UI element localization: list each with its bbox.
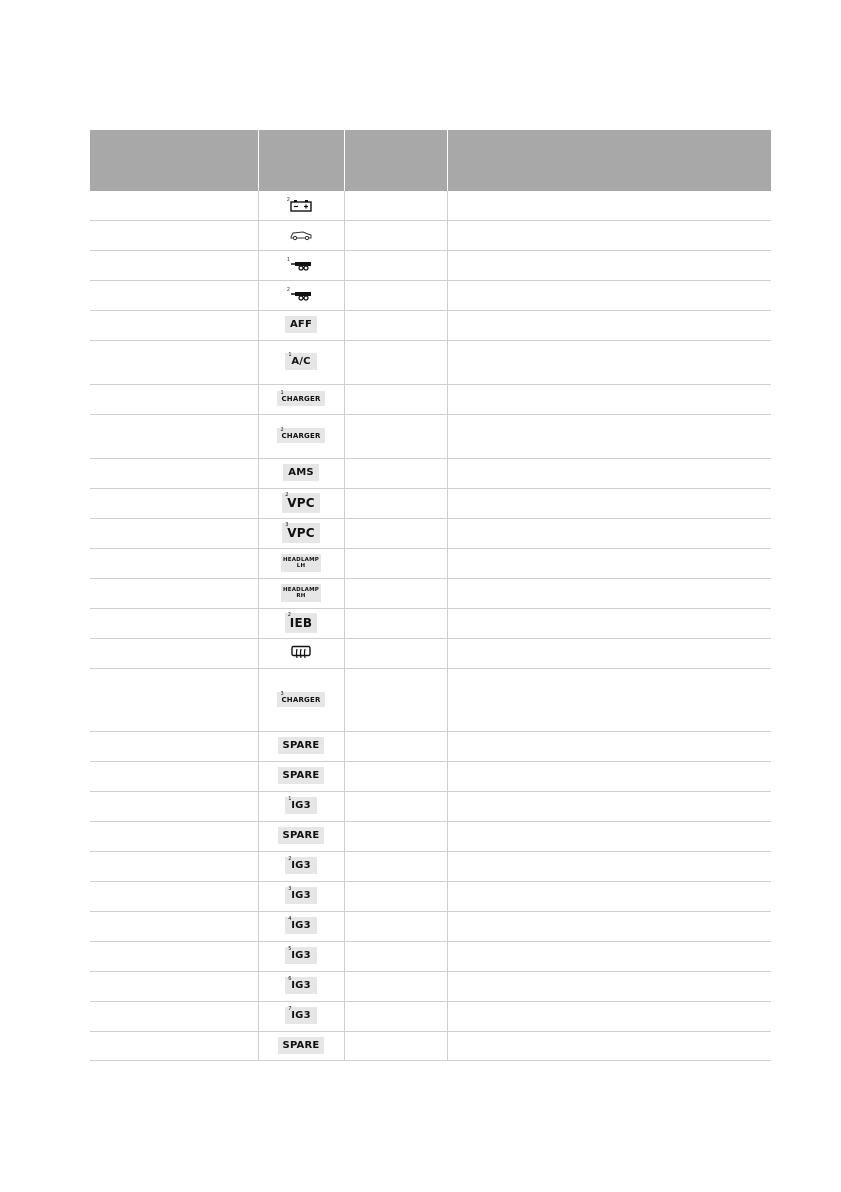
- fuse-circuit-cell: [447, 941, 771, 971]
- fuse-symbol-cell: [258, 1001, 344, 1031]
- fuse-rating-cell: [344, 851, 447, 881]
- header-cell-circuit: [447, 130, 771, 191]
- symbol-superscript: 5: [288, 946, 292, 953]
- fuse-symbol-cell: [258, 250, 344, 280]
- fuse-circuit-cell: [447, 518, 771, 548]
- fuse-rating-cell: [344, 1031, 447, 1060]
- fuse-symbol-label: [281, 554, 321, 573]
- table-row: [90, 1031, 771, 1060]
- fuse-circuit-cell: [447, 548, 771, 578]
- fuse-name-cell: [90, 310, 258, 340]
- fuse-name-cell: [90, 340, 258, 384]
- fuse-circuit-cell: [447, 250, 771, 280]
- fuse-name-cell: [90, 488, 258, 518]
- fuse-circuit-cell: [447, 881, 771, 911]
- symbol-superscript: 2: [280, 427, 284, 434]
- fuse-circuit-cell: [447, 191, 771, 220]
- symbol-superscript: 1: [288, 796, 292, 803]
- fuse-symbol-label: [285, 353, 316, 370]
- fuse-symbol-label: [285, 917, 317, 934]
- table-row: [90, 191, 771, 220]
- header-cell-rating: [344, 130, 447, 191]
- fuse-rating-cell: [344, 668, 447, 731]
- fuse-name-cell: [90, 851, 258, 881]
- fuse-circuit-cell: [447, 1001, 771, 1031]
- fuse-circuit-cell: [447, 851, 771, 881]
- fuse-circuit-cell: [447, 911, 771, 941]
- fuse-rating-cell: [344, 220, 447, 250]
- fuse-name-cell: [90, 548, 258, 578]
- table-row: [90, 384, 771, 414]
- fuse-rating-cell: [344, 578, 447, 608]
- fuse-rating-cell: [344, 971, 447, 1001]
- table-row: [90, 881, 771, 911]
- fuse-symbol-text: SPARE: [282, 830, 320, 842]
- fuse-symbol-text: IG3: [291, 800, 311, 812]
- fuse-symbol-cell: [258, 384, 344, 414]
- fuse-symbol-cell: [258, 518, 344, 548]
- table-row: [90, 971, 771, 1001]
- fuse-symbol-cell: [258, 340, 344, 384]
- fuse-circuit-cell: [447, 340, 771, 384]
- fuse-symbol-label: [285, 797, 317, 814]
- fuse-symbol-cell: [258, 414, 344, 458]
- table-row: [90, 851, 771, 881]
- fuse-symbol-text: IG3: [291, 950, 311, 962]
- fuse-rating-cell: [344, 821, 447, 851]
- fuse-symbol-cell: [258, 761, 344, 791]
- fuse-circuit-cell: [447, 791, 771, 821]
- table-row: [90, 821, 771, 851]
- table-row: [90, 280, 771, 310]
- fuse-symbol-label: [285, 316, 317, 333]
- fuse-name-cell: [90, 821, 258, 851]
- fuse-symbol-text: IEB: [289, 616, 313, 630]
- symbol-superscript: 1: [287, 256, 290, 263]
- table-row: [90, 638, 771, 668]
- fuse-symbol-cell: [258, 881, 344, 911]
- trailer-icon: [287, 286, 312, 301]
- table-row: [90, 458, 771, 488]
- fuse-circuit-cell: [447, 414, 771, 458]
- fuse-symbol-label: [285, 947, 317, 964]
- fuse-symbol-text: IG3: [291, 890, 311, 902]
- fuse-name-cell: [90, 1031, 258, 1060]
- fuse-circuit-cell: [447, 668, 771, 731]
- symbol-superscript: 3: [285, 522, 289, 528]
- fuse-circuit-cell: [447, 1031, 771, 1060]
- fuse-name-cell: [90, 668, 258, 731]
- fuse-symbol-cell: [258, 821, 344, 851]
- fuse-circuit-cell: [447, 761, 771, 791]
- fuse-symbol-cell: [258, 578, 344, 608]
- fuse-rating-cell: [344, 340, 447, 384]
- fuse-name-cell: [90, 250, 258, 280]
- header-cell-name: [90, 130, 258, 191]
- fuse-symbol-text: HEADLAMP RH: [282, 586, 320, 599]
- symbol-superscript: 3: [288, 886, 292, 893]
- fuse-symbol-cell: [258, 488, 344, 518]
- fuse-symbol-text: IG3: [291, 1010, 311, 1022]
- symbol-superscript: 4: [288, 916, 292, 923]
- fuse-symbol-label: [277, 428, 324, 443]
- fuse-symbol-cell: [258, 731, 344, 761]
- fuse-symbol-text: AMS: [288, 467, 314, 479]
- fuse-symbol-label: [285, 857, 317, 874]
- trailer-icon: [287, 256, 312, 271]
- fuse-symbol-text: VPC: [287, 526, 315, 540]
- fuse-name-cell: [90, 191, 258, 220]
- fuse-rating-cell: [344, 941, 447, 971]
- fuse-name-cell: [90, 414, 258, 458]
- table-row: [90, 220, 771, 250]
- fuse-rating-cell: [344, 638, 447, 668]
- fuse-name-cell: [90, 971, 258, 1001]
- fuse-symbol-cell: [258, 638, 344, 668]
- fuse-rating-cell: [344, 548, 447, 578]
- fuse-circuit-cell: [447, 971, 771, 1001]
- table-row: [90, 578, 771, 608]
- fuse-name-cell: [90, 578, 258, 608]
- fuse-symbol-label: [285, 887, 317, 904]
- fuse-rating-cell: [344, 761, 447, 791]
- fuse-symbol-text: CHARGER: [281, 395, 321, 404]
- table-row: [90, 608, 771, 638]
- fuse-name-cell: [90, 638, 258, 668]
- symbol-superscript: 2: [288, 856, 292, 863]
- fuse-circuit-cell: [447, 578, 771, 608]
- fuse-symbol-label: [281, 584, 321, 603]
- table-row: [90, 1001, 771, 1031]
- fuse-circuit-cell: [447, 488, 771, 518]
- fuse-symbol-text: VPC: [287, 496, 315, 510]
- fuse-symbol-text: CHARGER: [281, 695, 321, 704]
- fuse-symbol-cell: [258, 911, 344, 941]
- fuse-rating-cell: [344, 791, 447, 821]
- fuse-table: [90, 130, 771, 1061]
- fuse-symbol-label: [277, 692, 324, 707]
- fuse-circuit-cell: [447, 384, 771, 414]
- fuse-symbol-text: SPARE: [282, 1039, 320, 1051]
- fuse-name-cell: [90, 384, 258, 414]
- fuse-symbol-label: [278, 767, 325, 784]
- fuse-rating-cell: [344, 458, 447, 488]
- fuse-circuit-cell: [447, 310, 771, 340]
- symbol-superscript: 1: [288, 352, 292, 359]
- fuse-symbol-label: [282, 523, 320, 543]
- fuse-name-cell: [90, 881, 258, 911]
- fuse-symbol-cell: [258, 941, 344, 971]
- fuse-circuit-cell: [447, 821, 771, 851]
- table-row: [90, 414, 771, 458]
- fuse-symbol-cell: [258, 220, 344, 250]
- fuse-rating-cell: [344, 250, 447, 280]
- header-cell-symbol: [258, 130, 344, 191]
- fuse-symbol-label: [278, 1037, 325, 1054]
- fuse-symbol-text: HEADLAMP LH: [282, 556, 320, 569]
- symbol-superscript: 7: [288, 1006, 292, 1013]
- table-row: [90, 941, 771, 971]
- fuse-name-cell: [90, 731, 258, 761]
- fuse-rating-cell: [344, 488, 447, 518]
- fuse-symbol-label: [285, 977, 317, 994]
- fuse-name-cell: [90, 518, 258, 548]
- rear-defroster-icon: [290, 645, 312, 660]
- fuse-name-cell: [90, 458, 258, 488]
- table-row: [90, 731, 771, 761]
- fuse-symbol-label: [283, 464, 319, 481]
- fuse-circuit-cell: [447, 608, 771, 638]
- fuse-name-cell: [90, 761, 258, 791]
- fuse-symbol-text: A/C: [291, 356, 311, 368]
- fuse-rating-cell: [344, 414, 447, 458]
- fuse-rating-cell: [344, 881, 447, 911]
- fuse-rating-cell: [344, 1001, 447, 1031]
- fuse-rating-cell: [344, 518, 447, 548]
- fuse-name-cell: [90, 911, 258, 941]
- fuse-name-cell: [90, 220, 258, 250]
- battery-icon: [287, 196, 312, 212]
- fuse-name-cell: [90, 791, 258, 821]
- fuse-symbol-text: IG3: [291, 980, 311, 992]
- symbol-superscript: 2: [287, 612, 291, 618]
- symbol-superscript: 2: [287, 196, 290, 203]
- symbol-superscript: 6: [288, 976, 292, 983]
- fuse-name-cell: [90, 1001, 258, 1031]
- fuse-circuit-cell: [447, 220, 771, 250]
- symbol-superscript: 1: [280, 390, 284, 397]
- fuse-circuit-cell: [447, 280, 771, 310]
- table-row: [90, 791, 771, 821]
- fuse-name-cell: [90, 608, 258, 638]
- table-row: [90, 340, 771, 384]
- fuse-symbol-text: CHARGER: [281, 432, 321, 441]
- fuse-symbol-label: [278, 827, 325, 844]
- fuse-circuit-cell: [447, 638, 771, 668]
- symbol-superscript: 2: [285, 492, 289, 498]
- fuse-circuit-cell: [447, 731, 771, 761]
- table-row: [90, 250, 771, 280]
- table-row: [90, 518, 771, 548]
- fuse-symbol-text: SPARE: [282, 770, 320, 782]
- fuse-name-cell: [90, 941, 258, 971]
- table-row: [90, 761, 771, 791]
- fuse-rating-cell: [344, 911, 447, 941]
- fuse-symbol-label: [285, 1007, 317, 1024]
- fuse-symbol-cell: [258, 548, 344, 578]
- table-row: [90, 548, 771, 578]
- fuse-rating-cell: [344, 731, 447, 761]
- fuse-symbol-cell: [258, 1031, 344, 1060]
- fuse-rating-cell: [344, 310, 447, 340]
- fuse-symbol-cell: [258, 668, 344, 731]
- table-row: [90, 310, 771, 340]
- fuse-symbol-text: SPARE: [282, 740, 320, 752]
- fuse-symbol-cell: [258, 458, 344, 488]
- fuse-symbol-text: IG3: [291, 920, 311, 932]
- fuse-symbol-label: [278, 737, 325, 754]
- fuse-symbol-text: IG3: [291, 860, 311, 872]
- fuse-symbol-cell: [258, 608, 344, 638]
- table-row: [90, 488, 771, 518]
- fuse-symbol-cell: [258, 280, 344, 310]
- fuse-symbol-text: AFF: [289, 319, 312, 331]
- fuse-symbol-label: [282, 493, 320, 513]
- fuse-symbol-cell: [258, 191, 344, 220]
- fuse-symbol-label: [277, 391, 324, 406]
- table-row: [90, 668, 771, 731]
- fuse-rating-cell: [344, 280, 447, 310]
- fuse-rating-cell: [344, 384, 447, 414]
- fuse-symbol-label: [285, 613, 317, 633]
- table-body: [90, 191, 771, 1060]
- symbol-superscript: 3: [280, 690, 284, 697]
- fuse-rating-cell: [344, 191, 447, 220]
- fuse-circuit-cell: [447, 458, 771, 488]
- symbol-superscript: 2: [287, 286, 290, 293]
- fuse-rating-cell: [344, 608, 447, 638]
- fuse-symbol-cell: [258, 971, 344, 1001]
- fuse-name-cell: [90, 280, 258, 310]
- table-header: [90, 130, 771, 191]
- fuse-symbol-cell: [258, 310, 344, 340]
- car-icon: [289, 229, 313, 241]
- fuse-symbol-cell: [258, 791, 344, 821]
- table-row: [90, 911, 771, 941]
- fuse-symbol-cell: [258, 851, 344, 881]
